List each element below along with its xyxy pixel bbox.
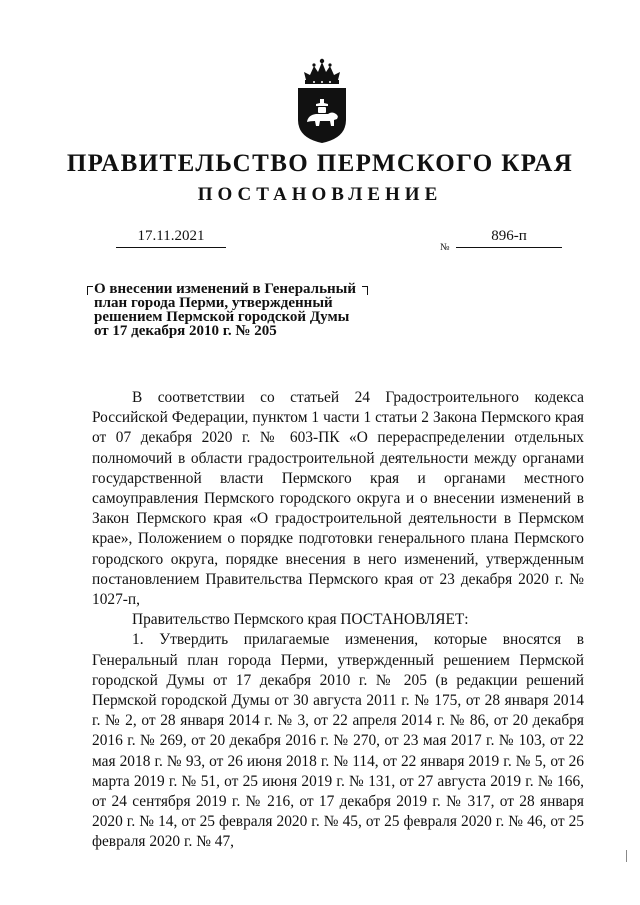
subject-bracket-left — [87, 286, 93, 295]
document-body — [92, 388, 584, 853]
resolution-paragraph: Правительство Пермского края ПОСТАНОВЛЯЕТ: — [132, 611, 469, 629]
subject-line: О внесении изменений в Генеральный — [94, 281, 357, 297]
document-subject — [94, 282, 356, 338]
organization-title: ПРАВИТЕЛЬСТВО ПЕРМСКОГО КРАЯ — [66, 150, 574, 177]
subject-bracket-right — [362, 286, 368, 295]
document-number: 896-п — [456, 228, 562, 248]
document-date: 17.11.2021 — [116, 228, 226, 248]
number-sign: № — [440, 242, 450, 253]
preamble-paragraph: В соответствии со статьей 24 Градостроительного кодекса Российской Федерации, пунктом 1 части 1 статьи 2 Закона Пермского края от 07 декабря 2020 г. № 603-ПК «О перераспределении отдельных полномочий в области градостроительной деятельности между органами государственной власти Пермского края и органами местного самоуправления Пермского городского округа и о внесении изменений в Закон Пермского края «О градостроительной деятельности в Пермском крае», Положением о порядке подготовки генерального плана Пермского городского округа, порядке внесения в него изменений, утвержденным постановлением Правительства Пермского края от 23 декабря 2020 г. № 1027-п, — [92, 389, 584, 609]
document-type: ПОСТАНОВЛЕНИЕ — [197, 184, 443, 205]
subject-line: план города Перми, утвержденный — [94, 295, 333, 311]
subject-line: решением Пермской городской Думы — [94, 309, 350, 325]
clause-1-paragraph: 1. Утвердить прилагаемые изменения, которые вносятся в Генеральный план города Перми, утвержденный решением Пермской городской Думы от 17 декабря 2010 г. № 205 (в редакции решений Пермской городской Думы от 30 августа 2011 г. № 175, от 28 января 2014 г. № 2, от 28 января 2014 г. № 3, от 22 апреля 2014 г. № 86, от 20 декабря 2016 г. № 269, от 20 декабря 2016 г. № 270, от 23 мая 2017 г. № 103, от 22 мая 2018 г. № 93, от 26 июня 2018 г. № 114, от 22 января 2019 г. № 5, от 26 марта 2019 г. № 51, от 25 июня 2019 г. № 131, от 27 августа 2019 г. № 166, от 24 сентября 2019 г. № 216, от 17 декабря 2019 г. № 317, от 28 января 2020 г. № 14, от 25 февраля 2020 г. № 45, от 25 февраля 2020 г. № 46, от 25 февраля 2020 г. № 47, — [92, 631, 584, 851]
margin-mark — [626, 850, 627, 862]
coat-of-arms-icon — [292, 58, 352, 144]
subject-line: от 17 декабря 2010 г. № 205 — [94, 323, 277, 339]
